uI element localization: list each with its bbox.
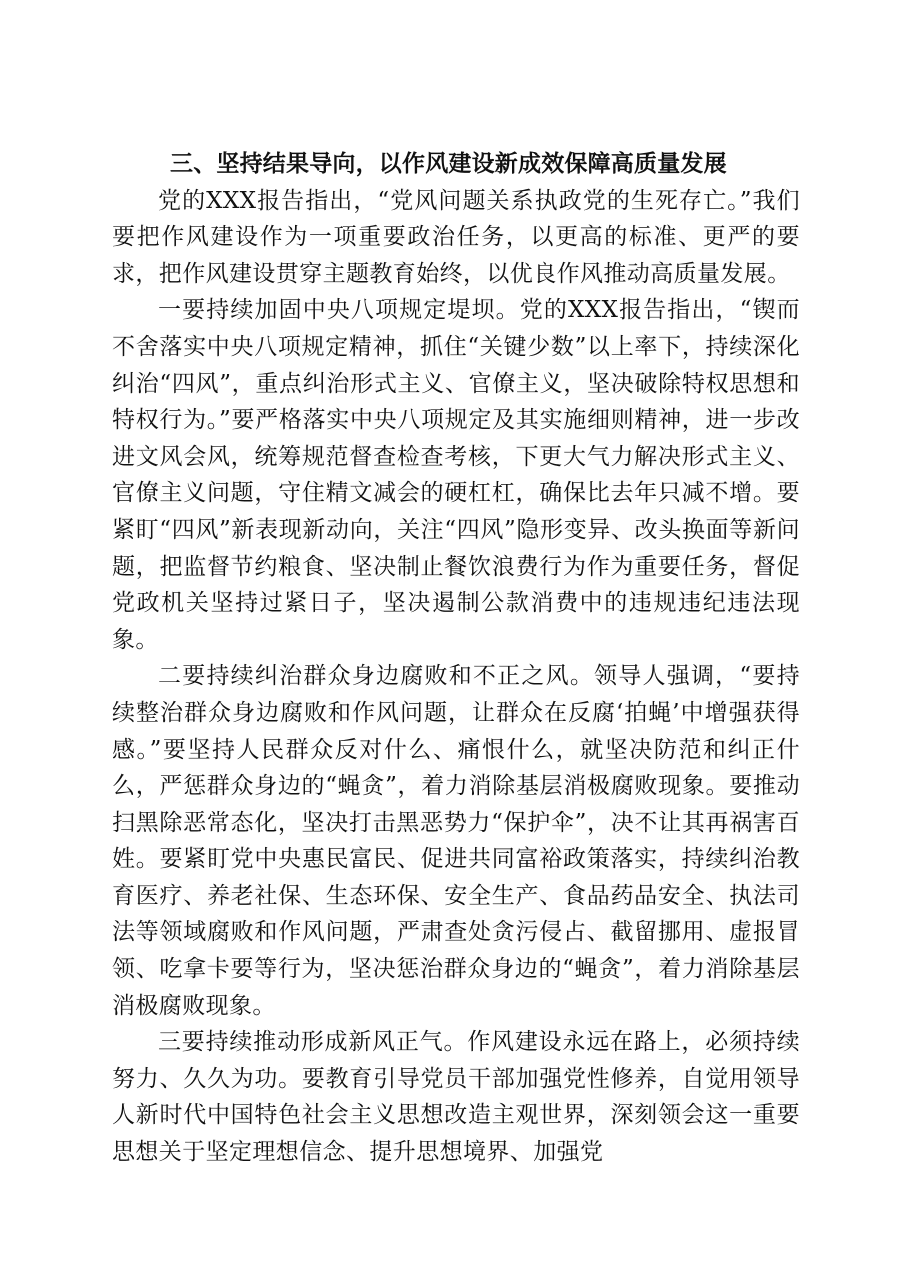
paragraph-intro: 党的XXX报告指出，“党风问题关系执政党的生死存亡。”我们要把作风建设作为一项重要政治任务，以更高的标准、更严的要求，把作风建设贯穿主题教育始终，以优良作风推动高质量发展。 bbox=[112, 187, 800, 287]
paragraph-point-three: 三要持续推动形成新风正气。作风建设永远在路上，必须持续努力、久久为功。要教育引导党员干部加强党性修养，自觉用领导人新时代中国特色社会主义思想改造主观世界，深刻领会这一重要思想关于坚定理想信念、提升思想境界、加强党 bbox=[112, 1029, 800, 1166]
paragraph-point-one: 一要持续加固中央八项规定堤坝。党的XXX报告指出，“锲而不舍落实中央八项规定精神，抓住“关键少数”以上率下，持续深化纠治“四风”，重点纠治形式主义、官僚主义，坚决破除特权思想和特权行为。”要严格落实中央八项规定及其实施细则精神，进一步改进文风会风，统筹规范督查检查考核，下更大气力解决形式主义、官僚主义问题，守住精文减会的硬杠杠，确保比去年只减不增。要紧盯“四风”新表现新动向，关注“四风”隐形变异、改头换面等新问题，把监督节约粮食、坚决制止餐饮浪费行为作为重要任务，督促党政机关坚持过紧日子，坚决遏制公款消费中的违规违纪违法现象。 bbox=[112, 297, 800, 653]
document-body bbox=[112, 146, 800, 1171]
paragraph-point-two: 二要持续纠治群众身边腐败和不正之风。领导人强调，“要持续整治群众身边腐败和作风问题，让群众在反腐‘拍蝇’中增强获得感。”要坚持人民群众反对什么、痛恨什么，就坚决防范和纠正什么，严惩群众身边的“蝇贪”，着力消除基层消极腐败现象。要推动扫黑除恶常态化，坚决打击黑恶势力“保护伞”，决不让其再祸害百姓。要紧盯党中央惠民富民、促进共同富裕政策落实，持续纠治教育医疗、养老社保、生态环保、安全生产、食品药品安全、执法司法等领域腐败和作风问题，严肃查处贪污侵占、截留挪用、虚报冒领、吃拿卡要等行为，坚决惩治群众身边的“蝇贪”，着力消除基层消极腐败现象。 bbox=[112, 663, 800, 1019]
section-heading: 三、坚持结果导向，以作风建设新成效保障高质量发展 bbox=[170, 151, 727, 177]
